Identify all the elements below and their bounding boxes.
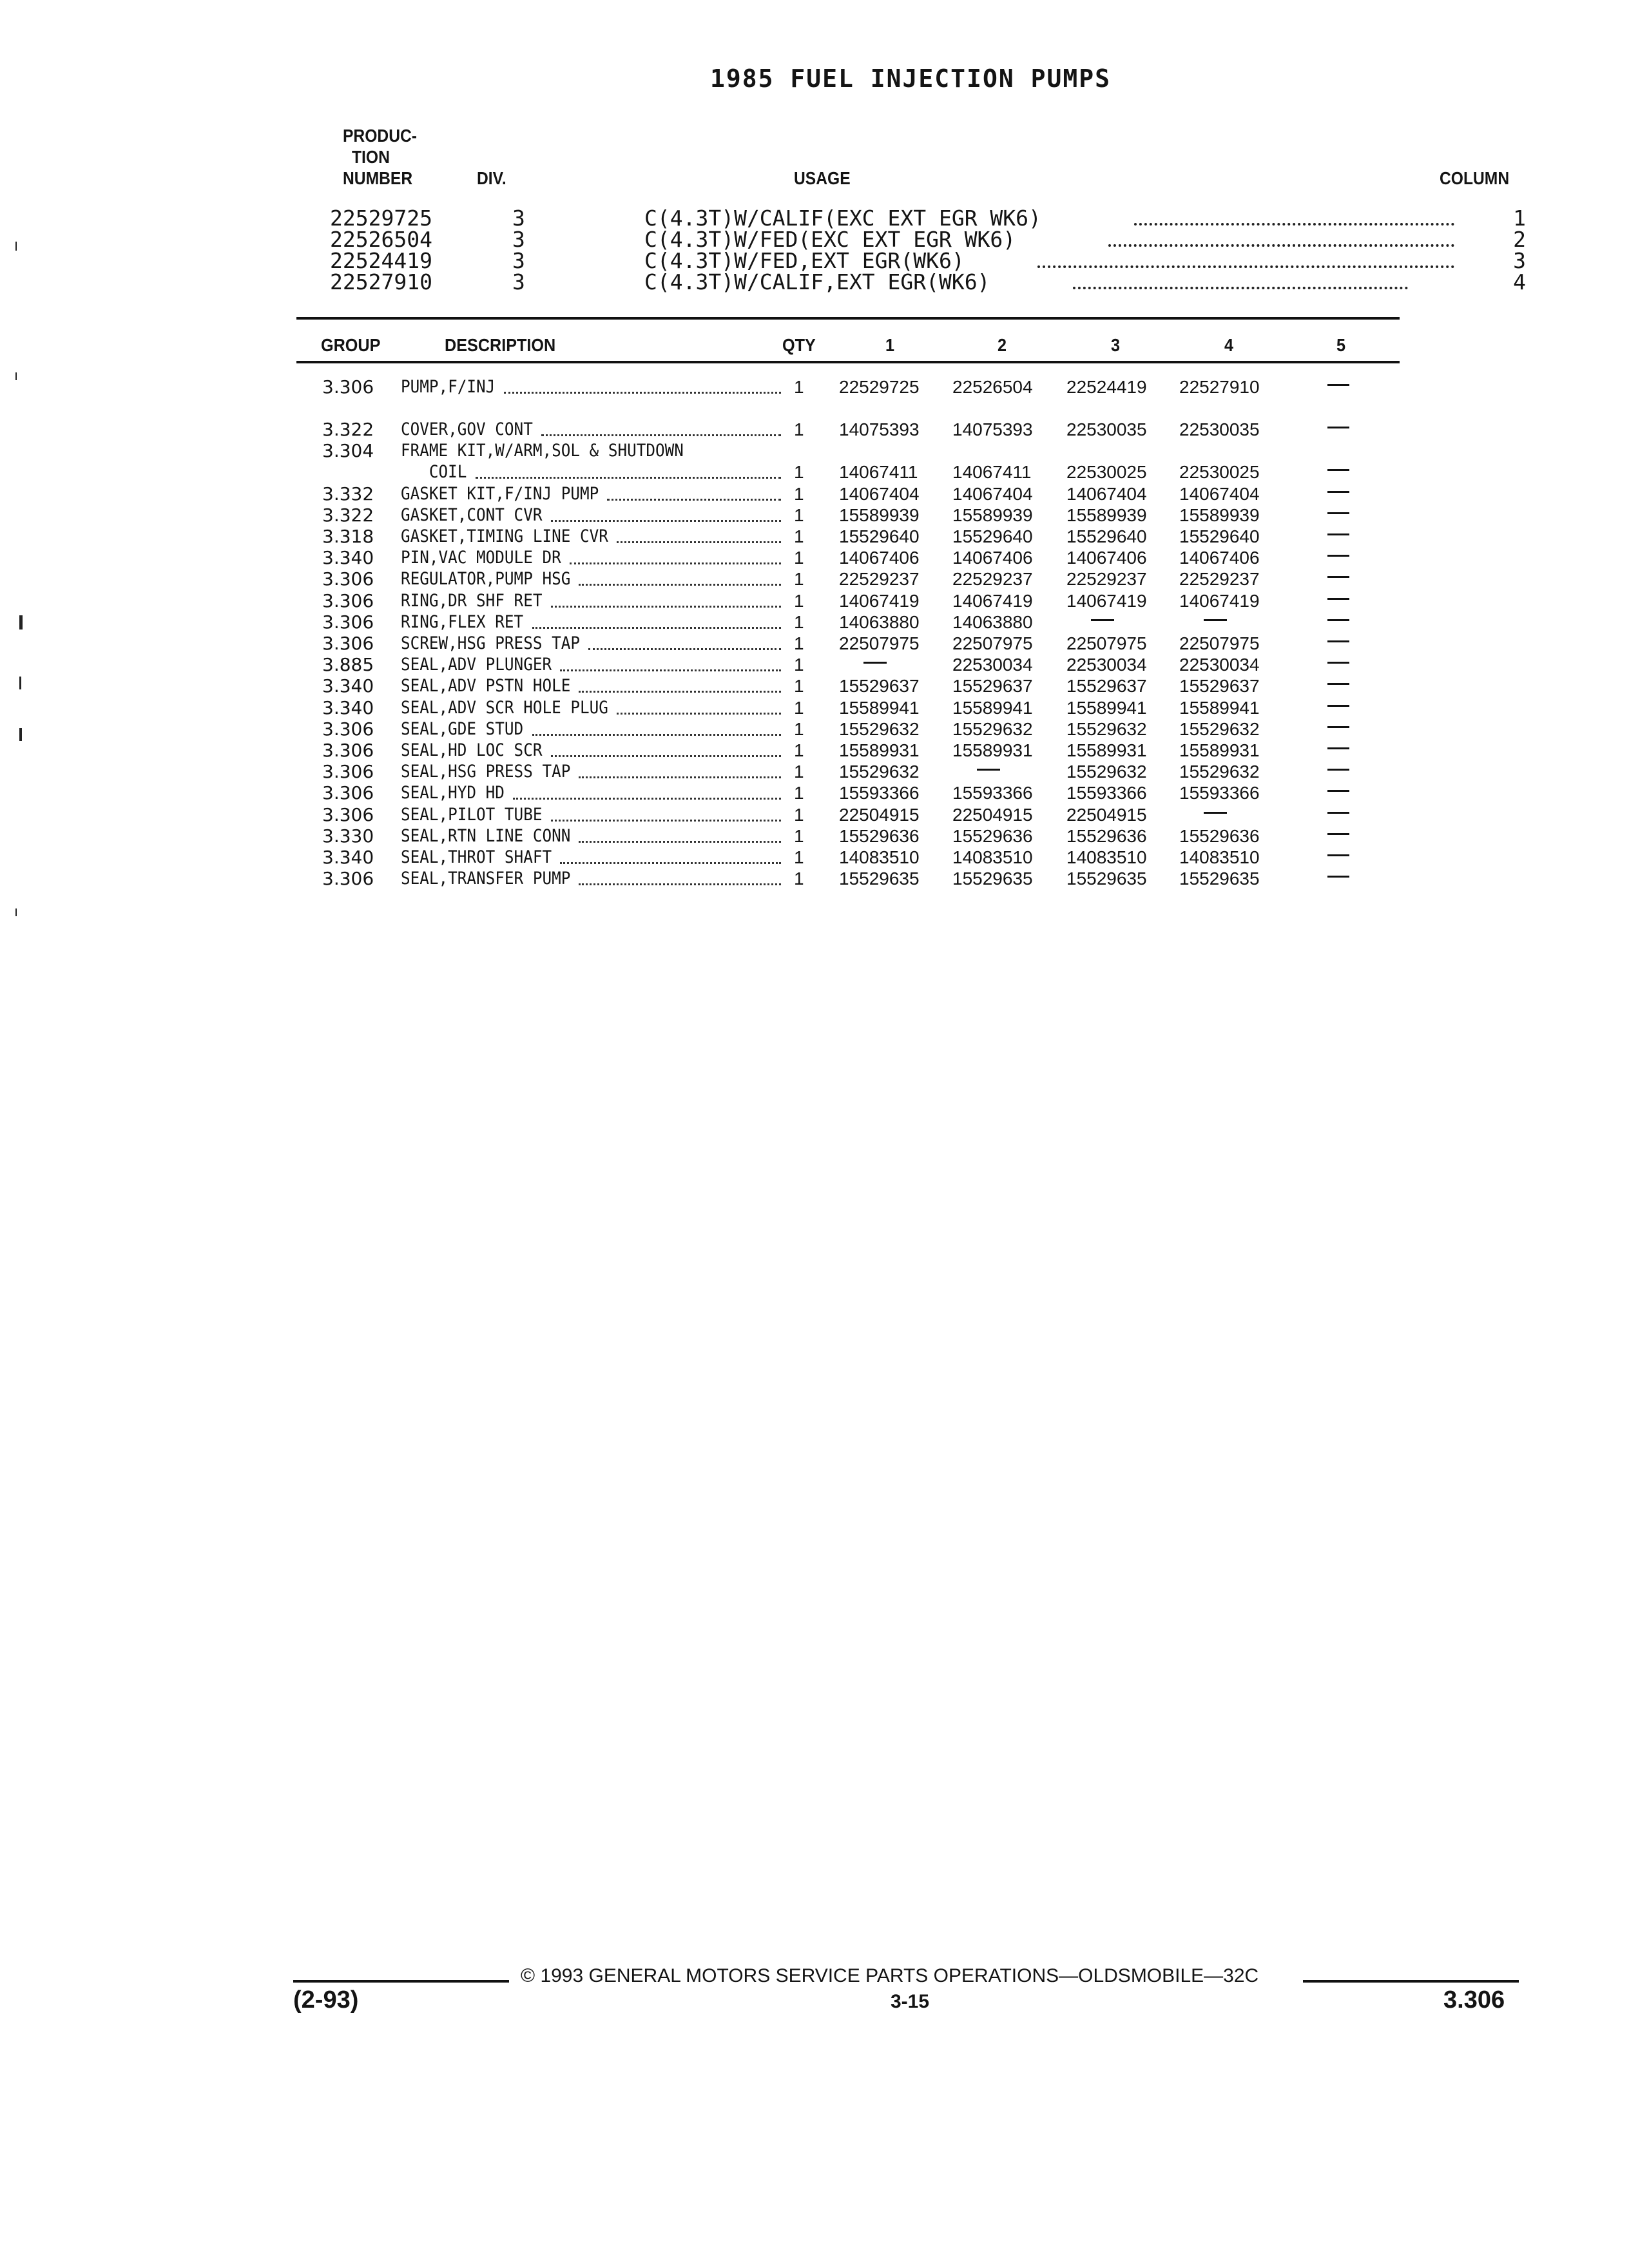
leader-dots xyxy=(541,434,781,436)
description-cell: FRAME KIT,W/ARM,SOL & SHUTDOWN xyxy=(401,441,684,461)
footer-rule-right xyxy=(1303,1980,1519,1983)
leader-dots xyxy=(579,883,781,885)
part-number-cell: 14067406 xyxy=(1179,548,1260,568)
part-number-cell: 15589939 xyxy=(1066,505,1147,525)
table-row xyxy=(0,505,1629,526)
description-cell: RING,DR SHF RET xyxy=(401,590,543,611)
part-number-cell: 22507975 xyxy=(1066,633,1147,653)
scan-mark xyxy=(15,908,17,916)
group-cell: 3.306 xyxy=(322,782,374,804)
table-row xyxy=(0,868,1629,889)
usage-description: C(4.3T)W/FED,EXT EGR(WK6) xyxy=(644,248,965,273)
table-row xyxy=(0,633,1629,654)
part-number-cell: 15529636 xyxy=(839,825,920,846)
part-number-cell: 22507975 xyxy=(839,633,920,653)
leader-dots xyxy=(560,669,781,671)
table-row xyxy=(0,740,1629,761)
qty-cell: 1 xyxy=(794,548,804,568)
group-cell: 3.330 xyxy=(322,825,374,847)
part-number-cell: 14083510 xyxy=(1179,847,1260,867)
leader-dots xyxy=(617,541,781,543)
column-4-header: 4 xyxy=(1224,335,1234,355)
description-cell: RING,FLEX RET xyxy=(401,611,524,632)
part-number-cell: 15529632 xyxy=(839,718,920,739)
part-number-cell: 15529637 xyxy=(1179,676,1260,697)
part-number-cell: 14075393 xyxy=(952,419,1033,439)
part-number-cell: 15529640 xyxy=(1066,526,1147,546)
leader-dots xyxy=(1037,265,1454,268)
column-5-value xyxy=(1327,740,1334,761)
column-5-value xyxy=(1327,675,1334,697)
table-row xyxy=(0,547,1629,568)
part-number-cell: 14067406 xyxy=(1066,548,1147,568)
part-number-cell: 15529640 xyxy=(839,526,920,546)
leader-dots xyxy=(551,755,781,757)
description-cell: SEAL,THROT SHAFT xyxy=(401,847,552,867)
part-number-cell: 15589939 xyxy=(952,505,1033,525)
usage-column-number: 4 xyxy=(1513,269,1526,294)
table-row xyxy=(0,590,1629,611)
div-header: DIV. xyxy=(477,168,506,188)
part-number-cell: 14063880 xyxy=(839,611,920,632)
part-number-cell: 22530025 xyxy=(1066,462,1147,483)
divider-rule xyxy=(296,317,1400,320)
qty-cell: 1 xyxy=(794,783,804,803)
column-5-value xyxy=(1327,697,1334,718)
footer-date-code: (2-93) xyxy=(293,1986,359,2013)
part-number-cell: 22529237 xyxy=(839,569,920,590)
group-cell: 3.306 xyxy=(322,568,374,590)
leader-dots xyxy=(617,713,781,715)
group-cell: 3.322 xyxy=(322,504,374,526)
description-cell: PIN,VAC MODULE DR xyxy=(401,548,561,568)
part-number-cell: 15529640 xyxy=(952,526,1033,546)
usage-description: C(4.3T)W/CALIF(EXC EXT EGR WK6) xyxy=(644,206,1041,231)
usage-production-number: 22529725 xyxy=(330,206,432,231)
part-number-cell: 15589931 xyxy=(839,740,920,760)
part-number-cell: 15529636 xyxy=(952,825,1033,846)
qty-cell: 1 xyxy=(794,762,804,782)
table-row xyxy=(0,825,1629,847)
table-row xyxy=(0,782,1629,803)
part-number-cell: 14067419 xyxy=(1179,590,1260,611)
description-cell: SEAL,HD LOC SCR xyxy=(401,740,543,760)
description-cell: SEAL,PILOT TUBE xyxy=(401,804,543,825)
description-cell: COVER,GOV CONT xyxy=(401,419,533,439)
part-number-cell: 22507975 xyxy=(952,633,1033,653)
description-cell: SCREW,HSG PRESS TAP xyxy=(401,633,580,653)
group-cell: 3.306 xyxy=(322,718,374,740)
qty-cell: 1 xyxy=(794,676,804,697)
part-number-cell: 15589931 xyxy=(952,740,1033,760)
column-header: COLUMN xyxy=(1440,168,1510,188)
leader-dots xyxy=(588,648,781,650)
description-cell: COIL xyxy=(401,462,467,483)
group-cell: 3.306 xyxy=(322,868,374,890)
qty-cell: 1 xyxy=(794,718,804,739)
leader-dots xyxy=(1073,287,1408,289)
qty-cell: 1 xyxy=(794,804,804,825)
usage-column-number: 1 xyxy=(1513,206,1526,231)
table-row xyxy=(0,461,1629,483)
description-cell: SEAL,ADV PLUNGER xyxy=(401,655,552,675)
empty-cell-value xyxy=(977,761,983,782)
column-2-header: 2 xyxy=(998,335,1007,355)
part-number-cell: 15589931 xyxy=(1179,740,1260,760)
qty-cell: 1 xyxy=(794,633,804,653)
part-number-cell: 22529237 xyxy=(952,569,1033,590)
column-5-value xyxy=(1327,461,1334,483)
part-number-cell: 22529237 xyxy=(1179,569,1260,590)
part-number-cell: 14083510 xyxy=(1066,847,1147,867)
part-number-cell: 15529640 xyxy=(1179,526,1260,546)
description-cell: SEAL,RTN LINE CONN xyxy=(401,825,571,846)
column-1-header: 1 xyxy=(885,335,895,355)
empty-cell-value xyxy=(863,654,870,675)
description-cell: GASKET,CONT CVR xyxy=(401,505,543,525)
footer-copyright: © 1993 GENERAL MOTORS SERVICE PARTS OPERATIONS—OLDSMOBILE—32C xyxy=(521,1965,1259,1986)
column-5-value xyxy=(1327,633,1334,654)
table-row xyxy=(0,804,1629,825)
description-cell: GASKET KIT,F/INJ PUMP xyxy=(401,483,599,504)
part-number-cell: 14083510 xyxy=(839,847,920,867)
part-number-cell: 22504915 xyxy=(1066,804,1147,825)
leader-dots xyxy=(551,606,781,608)
usage-description: C(4.3T)W/FED(EXC EXT EGR WK6) xyxy=(644,227,1016,252)
table-row xyxy=(0,675,1629,697)
part-number-cell: 22530034 xyxy=(1179,655,1260,675)
usage-column-number: 3 xyxy=(1513,248,1526,273)
description-cell: SEAL,ADV PSTN HOLE xyxy=(401,676,571,697)
table-row xyxy=(0,718,1629,740)
part-number-cell: 14067419 xyxy=(839,590,920,611)
group-cell: 3.885 xyxy=(322,654,374,676)
qty-cell: 1 xyxy=(794,655,804,675)
part-number-cell: 15529637 xyxy=(952,676,1033,697)
leader-dots xyxy=(476,477,781,479)
part-number-cell: 15529632 xyxy=(1179,762,1260,782)
table-row xyxy=(0,611,1629,633)
usage-div: 3 xyxy=(512,227,525,252)
usage-description: C(4.3T)W/CALIF,EXT EGR(WK6) xyxy=(644,269,990,294)
table-row xyxy=(0,440,1629,461)
usage-div: 3 xyxy=(512,206,525,231)
part-number-cell: 22530035 xyxy=(1179,419,1260,439)
usage-production-number: 22526504 xyxy=(330,227,432,252)
part-number-cell: 22507975 xyxy=(1179,633,1260,653)
usage-production-number: 22527910 xyxy=(330,269,432,294)
leader-dots xyxy=(532,627,781,629)
table-row xyxy=(0,483,1629,505)
part-number-cell: 15529637 xyxy=(1066,676,1147,697)
group-cell: 3.340 xyxy=(322,697,374,718)
column-5-value xyxy=(1327,590,1334,611)
leader-dots xyxy=(570,562,781,564)
column-5-value xyxy=(1327,718,1334,740)
description-cell: SEAL,ADV SCR HOLE PLUG xyxy=(401,697,608,718)
part-number-cell: 14067404 xyxy=(1066,483,1147,504)
description-cell: SEAL,GDE STUD xyxy=(401,718,524,739)
part-number-cell: 14067411 xyxy=(839,462,918,483)
description-cell: PUMP,F/INJ xyxy=(401,377,496,397)
column-5-value xyxy=(1327,611,1334,633)
part-number-cell: 15529632 xyxy=(839,762,920,782)
group-cell: 3.306 xyxy=(322,761,374,783)
leader-dots xyxy=(579,841,781,843)
column-5-value xyxy=(1327,847,1334,868)
page-title: 1985 FUEL INJECTION PUMPS xyxy=(710,64,1111,93)
table-row xyxy=(0,568,1629,590)
column-5-value xyxy=(1327,483,1334,505)
leader-dots xyxy=(551,520,781,522)
column-5-value xyxy=(1327,782,1334,803)
part-number-cell: 22504915 xyxy=(839,804,920,825)
part-number-cell: 14083510 xyxy=(952,847,1033,867)
group-cell: 3.318 xyxy=(322,526,374,547)
part-number-cell: 15593366 xyxy=(952,783,1033,803)
qty-cell: 1 xyxy=(794,611,804,632)
part-number-cell: 14067419 xyxy=(952,590,1033,611)
part-number-cell: 15589941 xyxy=(1066,697,1147,718)
scan-mark xyxy=(19,677,21,689)
part-number-cell: 14067406 xyxy=(952,548,1033,568)
qty-cell: 1 xyxy=(794,697,804,718)
scan-mark xyxy=(19,615,23,629)
part-number-cell: 14067411 xyxy=(952,462,1032,483)
part-number-cell: 14067419 xyxy=(1066,590,1147,611)
leader-dots xyxy=(560,862,781,864)
production-number-header-line2: TION xyxy=(352,147,390,167)
part-number-cell: 22529237 xyxy=(1066,569,1147,590)
part-number-cell: 14067404 xyxy=(1179,483,1260,504)
part-number-cell: 14075393 xyxy=(839,419,920,439)
scan-mark xyxy=(15,372,17,380)
part-number-cell: 15589941 xyxy=(839,697,920,718)
qty-cell: 1 xyxy=(794,505,804,525)
table-row xyxy=(0,847,1629,868)
table-row xyxy=(0,376,1629,398)
table-row xyxy=(0,761,1629,782)
qty-cell: 1 xyxy=(794,462,804,483)
column-5-header: 5 xyxy=(1336,335,1346,355)
description-cell: REGULATOR,PUMP HSG xyxy=(401,569,571,590)
part-number-cell: 15593366 xyxy=(1179,783,1260,803)
qty-cell: 1 xyxy=(794,569,804,590)
part-number-cell: 22504915 xyxy=(952,804,1033,825)
part-number-cell: 15529635 xyxy=(952,869,1033,889)
leader-dots xyxy=(607,499,781,501)
part-number-cell: 22527910 xyxy=(1179,377,1260,397)
description-cell: GASKET,TIMING LINE CVR xyxy=(401,526,608,546)
qty-cell: 1 xyxy=(794,740,804,760)
qty-cell: 1 xyxy=(794,526,804,546)
qty-cell: 1 xyxy=(794,847,804,867)
column-5-value xyxy=(1327,419,1334,440)
description-cell: SEAL,HYD HD xyxy=(401,783,505,803)
scan-mark xyxy=(19,728,22,741)
usage-div: 3 xyxy=(512,269,525,294)
part-number-cell: 22526504 xyxy=(952,377,1033,397)
empty-cell-value xyxy=(1204,611,1210,633)
group-cell: 3.306 xyxy=(322,376,374,398)
group-cell: 3.340 xyxy=(322,675,374,697)
part-number-cell: 15529632 xyxy=(1066,762,1147,782)
empty-cell-value xyxy=(1091,611,1097,633)
part-number-cell: 15529637 xyxy=(839,676,920,697)
table-row xyxy=(0,419,1629,440)
column-5-value xyxy=(1327,568,1334,590)
part-number-cell: 14067406 xyxy=(839,548,920,568)
description-header: DESCRIPTION xyxy=(445,335,556,355)
group-cell: 3.306 xyxy=(322,633,374,654)
part-number-cell: 15593366 xyxy=(839,783,920,803)
leader-dots xyxy=(1108,244,1454,247)
part-number-cell: 15529632 xyxy=(1179,718,1260,739)
column-5-value xyxy=(1327,825,1334,847)
part-number-cell: 15593366 xyxy=(1066,783,1147,803)
qty-cell: 1 xyxy=(794,419,804,439)
empty-cell-value xyxy=(1204,804,1210,825)
group-cell: 3.304 xyxy=(322,440,374,462)
leader-dots xyxy=(579,691,781,693)
description-cell: SEAL,HSG PRESS TAP xyxy=(401,762,571,782)
part-number-cell: 22530034 xyxy=(1066,655,1147,675)
part-number-cell: 15589941 xyxy=(952,697,1033,718)
part-number-cell: 15529635 xyxy=(839,869,920,889)
part-number-cell: 15529635 xyxy=(1179,869,1260,889)
qty-cell: 1 xyxy=(794,869,804,889)
footer-section-number: 3.306 xyxy=(1443,1986,1505,2013)
group-cell: 3.306 xyxy=(322,611,374,633)
qty-cell: 1 xyxy=(794,825,804,846)
part-number-cell: 14063880 xyxy=(952,611,1033,632)
leader-dots xyxy=(504,392,781,394)
description-cell: SEAL,TRANSFER PUMP xyxy=(401,869,571,889)
part-number-cell: 14067404 xyxy=(839,483,920,504)
part-number-cell: 22530034 xyxy=(952,655,1033,675)
column-5-value xyxy=(1327,868,1334,889)
leader-dots xyxy=(532,734,781,736)
column-5-value xyxy=(1327,761,1334,782)
qty-header: QTY xyxy=(782,335,816,355)
part-number-cell: 15589939 xyxy=(1179,505,1260,525)
usage-header: USAGE xyxy=(794,168,851,188)
column-5-value xyxy=(1327,376,1334,398)
leader-dots xyxy=(513,798,781,800)
group-cell: 3.306 xyxy=(322,740,374,761)
column-5-value xyxy=(1327,505,1334,526)
group-cell: 3.340 xyxy=(322,847,374,868)
leader-dots xyxy=(579,776,781,778)
part-number-cell: 15589941 xyxy=(1179,697,1260,718)
footer-page-number: 3-15 xyxy=(891,1991,930,2012)
usage-column-number: 2 xyxy=(1513,227,1526,252)
group-header: GROUP xyxy=(321,335,381,355)
part-number-cell: 15589931 xyxy=(1066,740,1147,760)
table-row xyxy=(0,654,1629,675)
column-5-value xyxy=(1327,804,1334,825)
usage-production-number: 22524419 xyxy=(330,248,432,273)
column-3-header: 3 xyxy=(1111,335,1121,355)
table-row xyxy=(0,526,1629,547)
column-5-value xyxy=(1327,654,1334,675)
part-number-cell: 22530035 xyxy=(1066,419,1147,439)
usage-div: 3 xyxy=(512,248,525,273)
header-rule xyxy=(296,361,1400,363)
table-row xyxy=(0,697,1629,718)
part-number-cell: 22524419 xyxy=(1066,377,1147,397)
column-5-value xyxy=(1327,547,1334,568)
group-cell: 3.340 xyxy=(322,547,374,569)
production-number-header-line3: NUMBER xyxy=(343,168,413,188)
leader-dots xyxy=(1134,223,1454,226)
group-cell: 3.306 xyxy=(322,803,374,825)
leader-dots xyxy=(579,584,781,586)
part-number-cell: 15529635 xyxy=(1066,869,1147,889)
part-number-cell: 15529636 xyxy=(1179,825,1260,846)
qty-cell: 1 xyxy=(794,377,804,397)
scan-mark xyxy=(15,242,17,251)
part-number-cell: 15589939 xyxy=(839,505,920,525)
group-cell: 3.306 xyxy=(322,590,374,611)
production-number-header-line1: PRODUC- xyxy=(343,126,417,146)
part-number-cell: 15529632 xyxy=(952,718,1033,739)
part-number-cell: 15529632 xyxy=(1066,718,1147,739)
group-cell: 3.332 xyxy=(322,483,374,505)
qty-cell: 1 xyxy=(794,590,804,611)
footer-rule-left xyxy=(293,1980,509,1983)
column-5-value xyxy=(1327,526,1334,547)
part-number-cell: 14067404 xyxy=(952,483,1033,504)
part-number-cell: 15529636 xyxy=(1066,825,1147,846)
leader-dots xyxy=(551,820,781,822)
group-cell: 3.322 xyxy=(322,419,374,440)
part-number-cell: 22530025 xyxy=(1179,462,1260,483)
part-number-cell: 22529725 xyxy=(839,377,920,397)
qty-cell: 1 xyxy=(794,483,804,504)
